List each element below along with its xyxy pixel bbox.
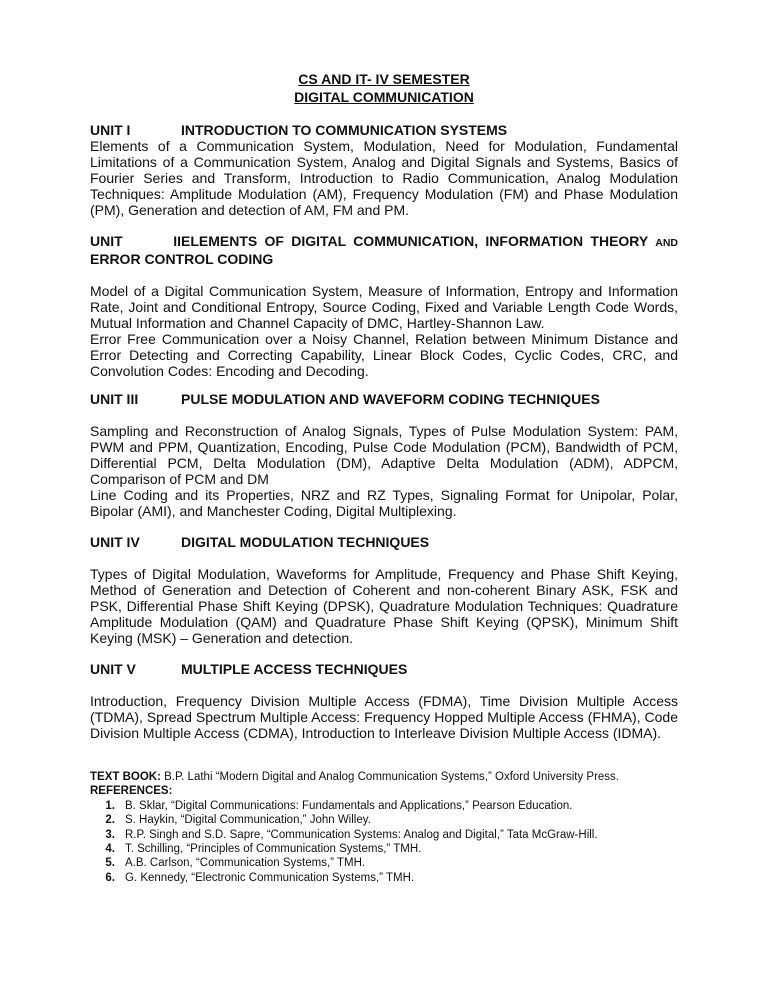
syllabus-page xyxy=(90,0,678,994)
unit-2-paragraph-2: Error Free Communication over a Noisy Channel, Relation between Minimum Distance and Error Detecting and Correcting Capability, Linear Block Codes, Cyclic Codes, CRC, and Convolution Codes: Encoding and Decoding. xyxy=(90,331,678,379)
reference-item: 5. A.B. Carlson, “Communication Systems,” TMH. xyxy=(105,857,366,870)
unit-1-section xyxy=(90,122,678,218)
unit-5-number: UNIT V xyxy=(90,661,136,677)
unit-5-section xyxy=(90,661,678,741)
textbook-line xyxy=(90,770,690,784)
references-label: REFERENCES: xyxy=(90,785,173,798)
reference-item: 6. G. Kennedy, “Electronic Communication Systems,” TMH. xyxy=(105,871,415,884)
unit-4-number: UNIT IV xyxy=(90,534,140,550)
title-subject: DIGITAL COMMUNICATION xyxy=(294,89,474,105)
textbook-label: TEXT BOOK: xyxy=(90,771,161,783)
unit-1-title: INTRODUCTION TO COMMUNICATION SYSTEMS xyxy=(181,122,508,138)
reference-item: 4. T. Schilling, “Principles of Communication Systems,” TMH. xyxy=(105,843,422,856)
reference-item: 3. R.P. Singh and S.D. Sapre, “Communication Systems: Analog and Digital,” Tata McGraw-Hill. xyxy=(105,828,598,841)
page-title xyxy=(90,70,678,106)
unit-1-heading xyxy=(90,122,678,138)
unit-2-section xyxy=(90,233,678,379)
unit-2-title-part2: ERROR CONTROL CODING xyxy=(90,251,274,267)
unit-2-title-and: AND xyxy=(655,237,679,249)
unit-3-section xyxy=(90,391,678,519)
unit-3-number: UNIT III xyxy=(90,391,139,407)
unit-3-paragraph-2: Line Coding and its Properties, NRZ and RZ Types, Signaling Format for Unipolar, Polar, Bipolar (AMI), and Manchester Coding, Digital Multiplexing. xyxy=(90,487,678,519)
unit-2-paragraph-1: Model of a Digital Communication System, Measure of Information, Entropy and Information Rate, Joint and Conditional Entropy, Source Coding, Fixed and Variable Length Code Words, Mutual Information and Channel Capacity of DMC, Hartley-Shannon Law. xyxy=(90,283,678,331)
unit-2-heading xyxy=(90,233,678,251)
unit-4-title: DIGITAL MODULATION TECHNIQUES xyxy=(181,534,430,550)
references-list xyxy=(90,799,690,885)
unit-4-heading xyxy=(90,534,678,550)
reference-item: 1. B. Sklar, “Digital Communications: Fundamentals and Applications,” Pearson Education. xyxy=(105,799,573,812)
unit-2-title-part1: ELEMENTS OF DIGITAL COMMUNICATION, INFORMATION THEORY xyxy=(181,233,648,249)
unit-3-paragraph-1: Sampling and Reconstruction of Analog Signals, Types of Pulse Modulation System: PAM, PWM and PPM, Quantization, Encoding, Pulse Code Modulation (PCM), Bandwidth of PCM, Differential PCM, Delta Modulation (DM), Adaptive Delta Modulation (ADM), ADPCM, Comparison of PCM and DM xyxy=(90,423,678,487)
unit-1-number: UNIT I xyxy=(90,122,131,138)
reference-item: 2. S. Haykin, “Digital Communication,” John Willey. xyxy=(105,814,371,827)
unit-5-heading xyxy=(90,661,678,677)
references-section xyxy=(90,770,690,885)
unit-4-section xyxy=(90,534,678,646)
unit-5-paragraph-1: Introduction, Frequency Division Multiple Access (FDMA), Time Division Multiple Access (TDMA), Spread Spectrum Multiple Access: Frequency Hopped Multiple Access (FHMA), Code Division Multiple Access (CDMA), Introduction to Interleave Division Multiple Access (IDMA). xyxy=(90,693,678,741)
unit-3-title: PULSE MODULATION AND WAVEFORM CODING TECHNIQUES xyxy=(181,391,600,407)
unit-2-number: UNIT II xyxy=(90,233,181,249)
unit-1-paragraph-1: Elements of a Communication System, Modulation, Need for Modulation, Fundamental Limitations of a Communication System, Analog and Digital Signals and Systems, Basics of Fourier Series and Transform, Introduction to Radio Communication, Analog Modulation Techniques: Amplitude Modulation (AM), Frequency Modulation (FM) and Phase Modulation (PM), Generation and detection of AM, FM and PM. xyxy=(90,138,678,218)
unit-5-title: MULTIPLE ACCESS TECHNIQUES xyxy=(181,661,408,677)
textbook-text: B.P. Lathi “Modern Digital and Analog Communication Systems,” Oxford University Press. xyxy=(160,771,619,783)
title-semester: CS AND IT- IV SEMESTER xyxy=(298,71,470,87)
unit-4-paragraph-1: Types of Digital Modulation, Waveforms for Amplitude, Frequency and Phase Shift Keying, Method of Generation and Detection of Coherent and non-coherent Binary ASK, FSK and PSK, Differential Phase Shift Keying (DPSK), Quadrature Modulation Techniques: Quadrature Amplitude Modulation (QAM) and Quadrature Phase Shift Keying (QPSK), Minimum Shift Keying (MSK) – Generation and detection. xyxy=(90,566,678,646)
unit-3-heading xyxy=(90,391,678,407)
